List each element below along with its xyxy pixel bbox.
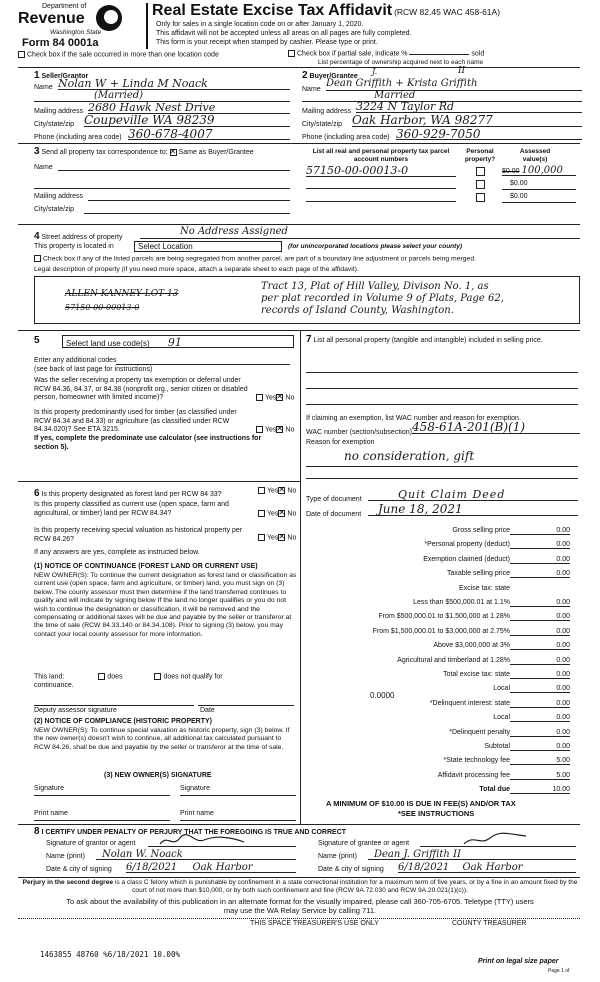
doc-date-label: Date of document — [306, 511, 362, 518]
seller-phone-field[interactable]: 360-678-4007 — [128, 127, 290, 140]
deputy-sig-label: Deputy assessor signature — [34, 707, 117, 714]
section6-q1: 6 Is this property designated as forest land per RCW 84 33? — [34, 488, 222, 499]
assessed-value-2[interactable]: $0.00 — [502, 180, 576, 190]
tax-row-value[interactable]: 0.00 — [510, 570, 570, 578]
subtitle-1: Only for sales in a single location code on or after January 1, 2020. — [156, 21, 364, 28]
unincorporated-note: (for unincorporated locations please select your county) — [288, 243, 463, 250]
page-number: Page 1 of — [548, 968, 570, 974]
section3-city-field[interactable] — [84, 213, 290, 214]
grantee-date-label: Date & city of signing — [318, 866, 384, 873]
grantor-date-field[interactable]: 6/18/2021 Oak Harbor — [126, 862, 296, 873]
buyer-phone-label: Phone (including area code) — [302, 134, 390, 141]
see-instructions: *SEE INSTRUCTIONS — [398, 809, 475, 818]
treasurer-use: THIS SPACE TREASURER'S USE ONLY — [250, 920, 379, 927]
legal-struck-1: ALLEN KANNEY LOT 13 — [65, 289, 179, 299]
same-as-buyer-checkbox[interactable] — [170, 149, 177, 156]
tax-row-label: Total due — [479, 786, 510, 793]
grantor-date-label: Date & city of signing — [46, 866, 112, 873]
wac-field[interactable]: 458-61A-201(B)(1) — [412, 420, 580, 434]
tax-row-value[interactable]: 0.00 — [510, 599, 570, 607]
section3-mailing-field[interactable] — [88, 200, 290, 201]
grantee-date-field[interactable]: 6/18/2021 Oak Harbor — [398, 862, 576, 873]
section3-mailing-label: Mailing address — [34, 193, 84, 200]
personal-property-line-1[interactable] — [306, 372, 578, 373]
assessed-value-3[interactable]: $0.00 — [502, 193, 576, 203]
tax-row-label: Affidavit processing fee — [437, 772, 510, 779]
owner-print-2[interactable] — [180, 820, 296, 821]
owner-signature-1[interactable] — [34, 795, 170, 796]
seller-name-field[interactable]: Nolan W + Linda M Noack — [58, 77, 290, 90]
additional-codes-label: Enter any additional codes — [34, 357, 117, 364]
perjury-notice: Perjury in the second degree is a class C felony which is punishable by confinement in a state correctional institution for a maximum term of five years, or by a fine in an amount fixed by the court of not more than $10,000, or by both such confinement and fine (RCW 9A.72.030 and RCW 9A.20.021(1)(c)). — [22, 879, 578, 894]
section7-heading: 7 List all personal property (tangible and intangible) included in selling price. — [306, 334, 543, 345]
tax-row-label: Exemption claimed (deduct) — [423, 556, 510, 563]
buyer-city-field[interactable]: Oak Harbor, WA 98277 — [352, 113, 582, 127]
seller-phone-label: Phone (including area code) — [34, 134, 122, 141]
buyer-mark-2: II — [458, 66, 466, 76]
assessed-header: Assessed value(s) — [519, 148, 551, 163]
tax-row-label: Subtotal — [484, 743, 510, 750]
buyer-city-label: City/state/zip — [302, 121, 343, 128]
tax-row-value[interactable]: 10.00 — [510, 786, 570, 794]
grantee-sig-label: Signature of grantee or agent — [318, 840, 410, 847]
section6-q2: Is this property classified as current use (open space, farm and agricultural, or timber) land per RCW 84.34? — [34, 501, 229, 517]
tax-row-label: Local — [493, 714, 510, 721]
grantor-name-label: Name (print) — [46, 853, 85, 860]
grantee-name-field[interactable]: Dean J. Griffith II — [368, 849, 576, 860]
deputy-date-label: Date — [200, 707, 215, 714]
grantor-signature-icon — [158, 834, 248, 848]
forest-question: Is this property predominantly used for timber (as classified under RCW 84.34 and 84.33) or agriculture (as classified under RCW 84.34.020)? See ETA 3215. — [34, 409, 237, 433]
personal-property-checkbox-3[interactable] — [476, 193, 485, 202]
continuance-label: continuance. — [34, 682, 74, 689]
tax-row-value[interactable]: 0.00 — [510, 642, 570, 650]
grantee-signature-icon — [460, 832, 530, 848]
owner-signature-2[interactable] — [180, 795, 296, 796]
grantor-name-field[interactable]: Nolan W. Noack — [96, 849, 296, 860]
segregated-checkbox[interactable]: Check box if any of the listed parcels are being segregated from another parcel, are part of a boundary line adjustment or parcels being merged. — [34, 255, 476, 262]
section3-name-field[interactable] — [58, 170, 290, 171]
grantor-signature-field[interactable] — [148, 846, 296, 847]
seller-mailing-label: Mailing address — [34, 108, 84, 115]
reason-label: Reason for exemption — [306, 439, 375, 446]
street-address-field[interactable]: No Address Assigned — [140, 226, 580, 239]
personal-property-checkbox-1[interactable] — [476, 167, 485, 176]
this-land-row: This land: does does not qualify for — [34, 673, 223, 681]
tax-row-label: *State technology fee — [443, 757, 510, 764]
tax-row-value[interactable]: 0.00 — [510, 685, 570, 693]
ownership-note: List percentage of ownership acquired next to each name — [318, 59, 484, 66]
doc-type-label: Type of document — [306, 496, 362, 503]
personal-property-line-3[interactable] — [306, 404, 578, 405]
tax-row-label: Above $3,000,000 at 3% — [433, 642, 510, 649]
seller-mailing-field[interactable]: 2680 Hawk Nest Drive — [88, 101, 290, 114]
parcel-number-3[interactable] — [306, 201, 456, 202]
assessed-value-1[interactable]: $0.00 100,000 — [502, 165, 576, 176]
seller-heading: 1 Seller/Grantor — [34, 70, 89, 81]
alt-format-notice: To ask about the availability of this publication in an alternate format for the visually impaired, please call 360-705-6705. Teletype (TTY) users may use the WA Relay Service by calling 711. — [66, 897, 534, 915]
grantee-name-label: Name (print) — [318, 853, 357, 860]
section4-heading: 4 Street address of property — [34, 231, 123, 242]
county-treasurer: COUNTY TREASURER — [452, 920, 527, 927]
tax-row-label: Agricultural and timberland at 1.28% — [397, 657, 510, 664]
tax-row-label: From $1,500,000.01 to $3,000,000 at 2.75% — [372, 628, 510, 635]
dept-line1: Department of — [42, 3, 87, 10]
seller-name-field-2[interactable]: (Married) — [34, 90, 290, 102]
buyer-phone-field[interactable]: 360-929-7050 — [396, 127, 582, 140]
tax-row-label: Total excise tax: state — [443, 671, 510, 678]
tax-row-value[interactable]: 0.00 — [510, 729, 570, 737]
seller-name-label: Name — [34, 84, 53, 91]
buyer-name-field-2[interactable]: Married — [302, 90, 582, 102]
location-select[interactable]: Select Location — [134, 241, 282, 252]
answers-note: If any answers are yes, complete as instructed below. — [34, 549, 200, 556]
owner-print-1[interactable] — [34, 820, 170, 821]
multi-location-checkbox[interactable]: Check box if the sale occurred in more than one location code — [18, 51, 219, 58]
tax-row-value[interactable]: 5.00 — [510, 757, 570, 765]
notice3-title: (3) NEW OWNER(S) SIGNATURE — [104, 772, 212, 779]
section8-heading: 8 I CERTIFY UNDER PENALTY OF PERJURY THAT THE FOREGOING IS TRUE AND CORRECT — [34, 826, 347, 837]
parcel-number-2[interactable] — [306, 188, 456, 189]
land-does-checkbox[interactable] — [98, 673, 105, 680]
tax-row-label: From $500,000.01 to $1,500,000 at 1.28% — [378, 613, 510, 620]
tax-row-value[interactable]: 0.00 — [510, 671, 570, 679]
tax-row-label: *Delinquent penalty — [449, 729, 510, 736]
buyer-mailing-label: Mailing address — [302, 108, 352, 115]
minimum-due: A MINIMUM OF $10.00 IS DUE IN FEE(S) AND/OR TAX — [326, 799, 516, 808]
partial-sale-checkbox[interactable]: Check box if partial sale, indicate % sold — [288, 50, 484, 57]
dept-line3: Washington State — [50, 29, 102, 36]
print-name-label-1: Print name — [34, 810, 68, 817]
section3-heading: 3 Send all property tax correspondence to: ✕ Same as Buyer/Grantee — [34, 146, 254, 157]
land-use-select[interactable]: Select land use code(s) 91 — [62, 335, 294, 348]
legal-line-1: Tract 13, Plat of Hill Valley, Divison No. 1, as — [261, 281, 489, 292]
exemption-question: Was the seller receiving a property tax exemption or deferral under RCW 84.36, 84.37, or 84.38 (nonprofit org., senior citizen or disabled person, homeowner with limited income)? — [34, 377, 248, 401]
tax-row-value[interactable]: 0.00 — [510, 743, 570, 751]
tax-row-label: Local — [493, 685, 510, 692]
personal-property-line-2[interactable] — [306, 388, 578, 389]
wac-label: WAC number (section/subsection) — [306, 429, 412, 436]
notice2-body: NEW OWNER(S): To continue special valuation as historic property, sign (3) below. If the new owner(s) doesn't wish to continue, all additional tax calculated pursuant to RCW 84.26, shall be due and payable by the seller or transferor at the time of sale. — [34, 727, 290, 751]
form-number: Form 84 0001a — [22, 37, 99, 49]
grantor-sig-label: Signature of grantor or agent — [46, 840, 136, 847]
doc-type-field[interactable]: Quit Claim Deed — [368, 488, 578, 501]
legal-line-2: per plat recorded in Volume 9 of Plats, Page 62, — [261, 293, 504, 304]
tax-row-label: Excise tax: state — [459, 585, 510, 592]
form-title: Real Estate Excise Tax Affidavit (RCW 82.45 WAC 458-61A) — [152, 2, 501, 19]
tax-row-value[interactable]: 5.00 — [510, 772, 570, 780]
section6-q3: Is this property receiving special valuation as historical property per RCW 84.26? — [34, 527, 243, 543]
parcel-number-1[interactable]: 57150-00-00013-0 — [306, 164, 456, 177]
forest-land-yes-no[interactable]: Yes✕ No — [258, 487, 296, 494]
personal-header: Personal property? — [464, 148, 496, 163]
deputy-signature-field[interactable] — [34, 705, 194, 706]
parcel-header: List all real and personal property tax parcel account numbers — [312, 148, 450, 163]
section3-city-label: City/state/zip — [34, 206, 75, 213]
deputy-date-field[interactable] — [198, 705, 294, 706]
legal-line-3: records of Island County, Washington. — [261, 305, 454, 316]
tax-row-value[interactable]: 0.00 — [510, 657, 570, 665]
buyer-mailing-field[interactable]: 3224 N Taylor Rd — [356, 100, 582, 113]
doc-date-field[interactable]: June 18, 2021 — [368, 502, 578, 516]
legal-paper-note: Print on legal size paper — [478, 958, 559, 965]
subtitle-3: This form is your receipt when stamped by cashier. Please type or print. — [156, 39, 378, 46]
buyer-name-label: Name — [302, 86, 321, 93]
tax-row-label: *Personal property (deduct) — [424, 541, 510, 548]
notice1-body: NEW OWNER(S): To continue the current designation as forest land or classification as current use (open space, farm and agriculture, or timber) land, you must sign on (3) below. The county assessor must then determine if the land transferred continues to qualify and will indicate by signing below If the land no longer qualifies or you do not wish to continue the designation or classification, it will be removed and the compensating or additional taxes will be due and payable by the seller or transferor at the time of sale (RCW 84.33.140 or 84.34.108). Prior to signing (3) below, you may contact your local county assessor for more information. — [34, 572, 297, 638]
buyer-name-field[interactable]: Dean Griffith + Krista Griffith — [326, 78, 582, 91]
tax-row-value[interactable]: 0.00 — [510, 613, 570, 621]
signature-label-1: Signature — [34, 785, 64, 792]
receipt-stamp: 1463855 48760 %6/18/2021 10.00% — [40, 950, 180, 959]
print-name-label-2: Print name — [180, 810, 214, 817]
section5-heading: 5 — [34, 335, 40, 346]
forest-yes-no[interactable]: Yes✕ No — [256, 426, 294, 433]
buyer-heading: 2 Buyer/Grantee — [302, 70, 358, 81]
notice2-title: (2) NOTICE OF COMPLIANCE (HISTORIC PROPERTY) — [34, 718, 212, 725]
tax-row-value[interactable]: 0.00 — [510, 556, 570, 564]
local-rate: 0.0000 — [370, 691, 395, 700]
tax-row-value[interactable]: 0.00 — [510, 628, 570, 636]
tax-row-value[interactable]: 0.00 — [510, 541, 570, 549]
tax-row-label: Taxable selling price — [446, 570, 510, 577]
seller-city-field[interactable]: Coupeville WA 98239 — [84, 113, 290, 127]
current-use-yes-no[interactable]: Yes✕ No — [258, 510, 296, 517]
subtitle-2: This affidavit will not be accepted unless all areas on all pages are fully completed. — [156, 30, 412, 37]
tax-row-label: Less than $500,000.01 at 1.1% — [413, 599, 510, 606]
tax-row-label: Gross selling price — [452, 527, 510, 534]
wac-intro: If claiming an exemption, list WAC number and reason for exemption. — [306, 415, 521, 422]
section3-name-label: Name — [34, 164, 53, 171]
legal-label: Legal description of property (if you need more space, attach a separate sheet to each page of the affidavit). — [34, 266, 359, 273]
buyer-mark-1: J. — [372, 67, 378, 76]
located-in-row: This property is located in — [34, 243, 114, 250]
signature-label-2: Signature — [180, 785, 210, 792]
tax-row-value[interactable]: 0.00 — [510, 527, 570, 535]
notice1-title: (1) NOTICE OF CONTINUANCE (FOREST LAND OR CURRENT USE) — [34, 563, 258, 570]
land-does-not-checkbox[interactable] — [154, 673, 161, 680]
additional-codes-field[interactable] — [116, 364, 290, 365]
exemption-yes-no[interactable]: Yes✕ No — [256, 394, 294, 401]
grantee-signature-field[interactable] — [420, 846, 576, 847]
forest-note: If yes, complete the predominate use calculator (see instructions for section 5). — [34, 435, 262, 451]
dept-line2: Revenue — [18, 10, 85, 27]
tax-row-value[interactable]: 0.00 — [510, 700, 570, 708]
additional-codes-note: (see back of last page for instructions) — [34, 366, 153, 373]
reason-field[interactable]: no consideration, gift — [344, 449, 475, 463]
legal-struck-2: 57150-00-00013-0 — [65, 303, 140, 312]
seller-city-label: City/state/zip — [34, 121, 75, 128]
tax-row-label: *Delinquent interest: state — [429, 700, 510, 707]
historic-yes-no[interactable]: Yes✕ No — [258, 534, 296, 541]
legal-description-box[interactable] — [34, 276, 580, 324]
tax-row-value[interactable]: 0.00 — [510, 714, 570, 722]
personal-property-checkbox-2[interactable] — [476, 180, 485, 189]
